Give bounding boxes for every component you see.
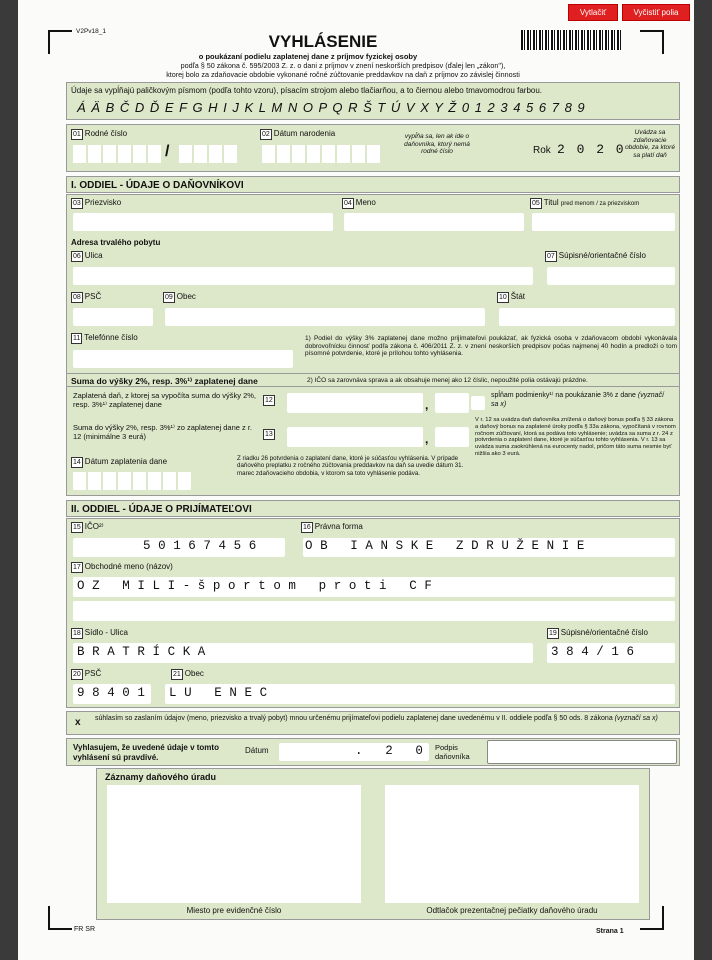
sidlo-value: BRATRÍCKA (77, 645, 213, 659)
titul-label: 05 Titul pred menom / za priezviskom (532, 198, 640, 207)
r13-cents-input[interactable] (435, 427, 469, 447)
adresa-label: Adresa trvalého pobytu (71, 238, 161, 247)
barcode-icon (521, 30, 621, 50)
divider (67, 386, 679, 387)
consent-text: súhlasím so zaslaním údajov (meno, priezvisko a trvalý pobyt) mnou určenému prijímateľovi podielu zaplatenej dane uvedenému v II. oddiele podľa § 50 ods. 8 zákona (vyznačí sa x) (95, 715, 658, 722)
datum-zaplatenia-label: 14 Dátum zaplatenia dane (73, 457, 168, 466)
rok-note: Uvádza sa zdaňovacie obdobie, za ktoré sa platí daň (625, 129, 675, 159)
rodne-cislo-input[interactable] (73, 145, 161, 163)
obec-input[interactable] (165, 308, 485, 326)
footer-right: Strana 1 (596, 928, 624, 935)
section-2-header: II. ODDIEL - ÚDAJE O PRIJÍMATEĽOVI (66, 500, 680, 517)
alphabet-sample: Á Ä B Č D Ď E F G H I J K L M N O P Q R Š T Ú V X Y Ž 0 1 2 3 4 5 6 7 8 9 (77, 100, 586, 115)
slash: / (165, 143, 170, 160)
office-records-box (96, 768, 650, 920)
titul-input[interactable] (532, 213, 675, 231)
clear-fields-button[interactable]: Vyčistiť polia (622, 4, 690, 21)
meno-label: 04 Meno (344, 198, 376, 207)
podpis-label: Podpis daňovníka (435, 743, 470, 761)
print-button[interactable]: Vytlačiť (568, 4, 618, 21)
corner-mark (48, 906, 72, 930)
suma-header: Suma do výšky 2%, resp. 3%¹⁾ zaplatenej dane (71, 376, 258, 386)
rodne-cislo-input-2[interactable] (179, 145, 237, 163)
splnam-note: (vyznačí sa x) (491, 392, 664, 408)
r13-number: 13 (265, 431, 273, 438)
comma: , (425, 432, 429, 446)
r12-input[interactable] (287, 393, 423, 413)
datum-narodenia-input[interactable] (262, 145, 380, 163)
r12-label: Zaplatená daň, z ktorej sa vypočíta suma do výšky 2%, resp. 3%¹⁾ zaplatenej dane (73, 391, 257, 409)
rok-value[interactable]: 2 0 2 0 (557, 142, 626, 157)
datum-zaplatenia-input[interactable] (73, 472, 191, 490)
priezvisko-input[interactable] (73, 213, 333, 231)
section-2-body (66, 518, 680, 708)
datum-label: Dátum (245, 746, 269, 755)
consent-box (66, 711, 680, 735)
ico-label: 15 IČO²⁾ (73, 522, 104, 531)
sidlo-label: 18 Sídlo - Ulica (73, 628, 128, 637)
law-reference: podľa § 50 zákona č. 595/2003 Z. z. o dani z príjmov v znení neskorších predpisov (ďalej len „zákon"), (180, 61, 506, 70)
psc-label: 08 PSČ (73, 292, 102, 301)
datum-value: . 2 0 (355, 744, 431, 758)
section-1-body (66, 194, 680, 496)
psc-2-value: 98401 (77, 686, 153, 700)
supisne-2-label: 19 Súpisné/orientačné číslo (549, 628, 648, 637)
obchodne-meno-value: OZ MILI-športom proti CF (77, 579, 440, 593)
r12-number: 12 (265, 397, 273, 404)
note-2: 2) IČO sa zarovnáva sprava a ak obsahuje menej ako 12 číslic, nepoužité polia ostávajú prázdne. (307, 377, 588, 384)
meno-input[interactable] (344, 213, 524, 231)
stat-input[interactable] (499, 308, 675, 326)
r13-input[interactable] (287, 427, 423, 447)
obchodne-meno-input-2[interactable] (73, 601, 675, 621)
miesto-label: Miesto pre evidenčné číslo (186, 906, 282, 915)
priezvisko-label: 03 Priezvisko (73, 198, 122, 207)
rodne-cislo-label: 01 Rodné číslo (73, 129, 128, 138)
splnam-label: spĺňam podmienky¹⁾ na poukázanie 3% z dane (vyznačí sa x) (491, 392, 664, 408)
declaration-box (66, 738, 680, 766)
stat-label: 10 Štát (499, 292, 526, 301)
datum-note: Z riadku 26 potvrdenia o zaplatení dane, ktoré je súčasťou vyhlásenia. V prípade daňového preplatku z ročného zúčtovania preddavkov na daň sa uvedie dátum 31. marec zdaňovacieho obdobia, v ktorom sa toto vyhlásenie podáva. (237, 455, 464, 477)
psc-input[interactable] (73, 308, 153, 326)
podpis-input[interactable] (487, 740, 677, 764)
law-reference-2: ktorej bolo za zdaňovacie obdobie vykonané ročné zúčtovanie preddavkov na daň z príjmov zo závislej činnosti (166, 70, 520, 79)
pravna-forma-value: OB IANSKE ZDRUŽENIE (305, 539, 592, 553)
dob-note: vypĺňa sa, len ak ide o daňovníka, ktorý nemá rodné číslo (404, 133, 470, 155)
datum-narodenia-label: 02 Dátum narodenia (262, 129, 336, 138)
form-page (18, 0, 694, 960)
supisne-label: 07 Súpisné/orientačné číslo (547, 251, 646, 260)
note-1: 1) Podiel do výšky 3% zaplatenej dane možno prijímateľovi poukázať, ak fyzická osoba v zdaňovacom období vykonávala dobrovoľnícku činnosť podľa zákona č. 406/2011 Z. z. v znení neskorších predpisov počas najmenej 40 hodín a predloží o tom písomné potvrdenie, ktoré je prílohou tohto vyhlásenia. (305, 335, 677, 357)
section-1-header: I. ODDIEL - ÚDAJE O DAŇOVNÍKOVI (66, 176, 680, 193)
ico-value: 50167456 (143, 539, 264, 553)
corner-mark (640, 30, 664, 54)
telefon-input[interactable] (73, 350, 293, 368)
r13-note: V r. 12 sa uvádza daň daňovníka znížená o daňový bonus podľa § 33 zákona a daňový bonus na zaplatené úroky podľa § 33a zákona, vypočítaná v rovnom ročnom zúčtovaní, ktorá sa podáva toto vyhlásenie; uvádza sa suma z r. 24 z potvrdenia o zaplatení dane, ktoré je súčasťou tohto vyhlásenia. V r. 13 sa uvádza suma zaokrúhlená na eurocenty nadol, pričom táto suma nesmie byť nižšia ako 3 eurá. (475, 417, 676, 457)
declaration-text: Vyhlasujem, že uvedené údaje v tomto vyhlásení sú pravdivé. (73, 743, 219, 762)
ulica-label: 06 Ulica (73, 251, 103, 260)
telefon-label: 11 Telefónne číslo (73, 333, 138, 342)
splnam-checkbox[interactable] (471, 396, 485, 410)
r12-cents-input[interactable] (435, 393, 469, 413)
form-title: VYHLÁSENIE (268, 32, 378, 51)
ulica-input[interactable] (73, 267, 533, 285)
r13-label: Suma do výšky 2%, resp. 3%¹⁾ zo zaplatenej dane z r. 12 (minimálne 3 eurá) (73, 423, 253, 441)
supisne-input[interactable] (547, 267, 675, 285)
divider (67, 373, 679, 374)
supisne-2-value: 384/16 (551, 645, 642, 659)
form-code: V2Pv18_1 (76, 28, 106, 35)
comma: , (425, 398, 429, 412)
form-subtitle: o poukázaní podielu zaplatenej dane z príjmov fyzickej osoby (198, 52, 418, 61)
peciatka-area[interactable] (385, 785, 639, 903)
obec-label: 09 Obec (165, 292, 196, 301)
obec-2-label: 21 Obec (173, 669, 204, 678)
zaznamy-label: Záznamy daňového úradu (105, 772, 217, 782)
instruction-text: Údaje sa vypĺňajú paličkovým písmom (podľa tohto vzoru), písacím strojom alebo tlačiarňou, a to čiernou alebo tmavomodrou farbou. (71, 86, 543, 95)
footer-left: FR SR (74, 926, 95, 933)
obchodne-meno-label: 17 Obchodné meno (názov) (73, 562, 173, 571)
consent-note: (vyznačí sa x) (614, 715, 658, 722)
psc-2-label: 20 PSČ (73, 669, 102, 678)
consent-checkbox[interactable]: x (75, 717, 81, 728)
rok-label: Rok (533, 145, 551, 156)
obec-2-value: LU ENEC (169, 686, 275, 700)
titul-note: pred menom / za priezviskom (560, 201, 640, 207)
pravna-forma-label: 16 Právna forma (303, 522, 363, 531)
instruction-box (66, 82, 680, 120)
identity-box (66, 124, 680, 172)
odtlacok-label: Odtlačok prezentačnej pečiatky daňového úradu (426, 906, 598, 915)
evidencne-cislo-area[interactable] (107, 785, 361, 903)
